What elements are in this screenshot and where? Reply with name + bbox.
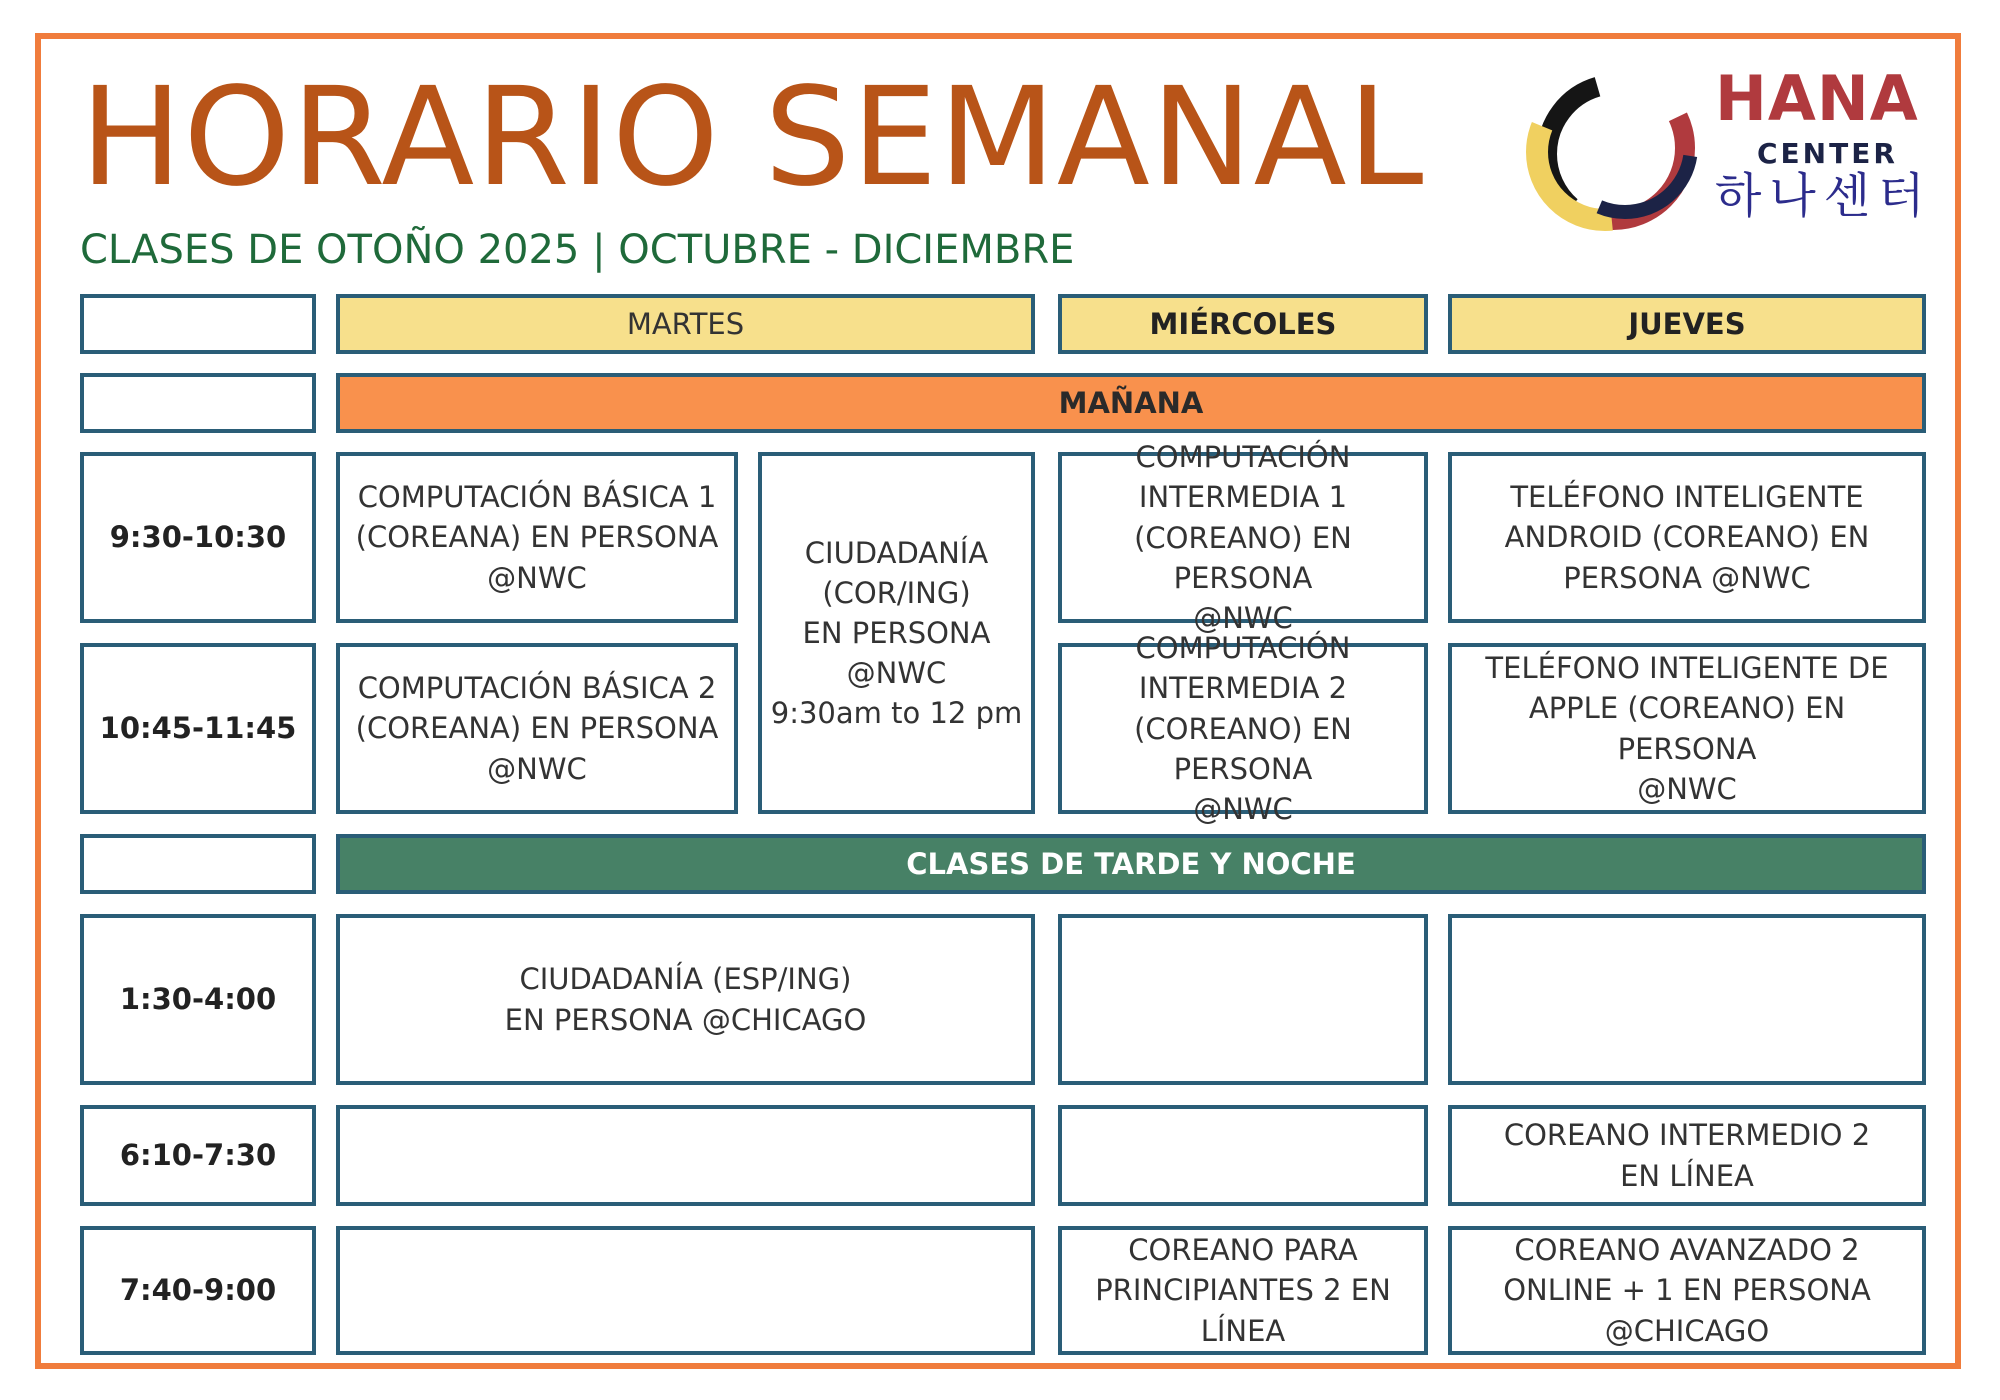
empty-class-cell — [1448, 914, 1926, 1085]
class-cell: COMPUTACIÓN INTERMEDIA 1 (COREANO) EN PERSONA @NWC — [1058, 452, 1428, 623]
day-header-tuesday: MARTES — [336, 294, 1035, 354]
time-slot: 7:40-9:00 — [80, 1226, 316, 1355]
class-cell: COREANO AVANZADO 2 ONLINE + 1 EN PERSONA @CHICAGO — [1448, 1226, 1926, 1355]
empty-class-cell — [336, 1226, 1035, 1355]
ring-logo-icon — [1525, 60, 1705, 240]
empty-class-cell — [336, 1105, 1035, 1206]
blank-band-cell — [80, 834, 316, 894]
class-cell: COREANO INTERMEDIO 2 EN LÍNEA — [1448, 1105, 1926, 1206]
page-title: HORARIO SEMANAL — [80, 59, 1425, 217]
evening-band: CLASES DE TARDE Y NOCHE — [336, 834, 1926, 894]
morning-band: MAÑANA — [336, 373, 1926, 433]
class-cell: COREANO PARA PRINCIPIANTES 2 EN LÍNEA — [1058, 1226, 1428, 1355]
hana-center-logo — [1525, 60, 1945, 240]
class-cell: COMPUTACIÓN INTERMEDIA 2 (COREANO) EN PERSONA @NWC — [1058, 643, 1428, 814]
empty-class-cell — [1058, 914, 1428, 1085]
class-cell: COMPUTACIÓN BÁSICA 1 (COREANA) EN PERSONA @NWC — [336, 452, 738, 623]
time-slot: 6:10-7:30 — [80, 1105, 316, 1206]
page-subtitle: CLASES DE OTOÑO 2025 | OCTUBRE - DICIEMBRE — [80, 227, 1075, 273]
class-cell: COMPUTACIÓN BÁSICA 2 (COREANA) EN PERSONA @NWC — [336, 643, 738, 814]
blank-corner-cell — [80, 294, 316, 354]
class-cell: TELÉFONO INTELIGENTE DE APPLE (COREANO) EN PERSONA @NWC — [1448, 643, 1926, 814]
logo-center-text: CENTER — [1757, 137, 1898, 170]
class-cell: CIUDADANÍA (ESP/ING) EN PERSONA @CHICAGO — [336, 914, 1035, 1085]
logo-korean-text: 하나센터 — [1715, 168, 1933, 224]
class-cell: TELÉFONO INTELIGENTE ANDROID (COREANO) EN PERSONA @NWC — [1448, 452, 1926, 623]
time-slot: 9:30-10:30 — [80, 452, 316, 623]
day-header-thursday: JUEVES — [1448, 294, 1926, 354]
class-cell: CIUDADANÍA (COR/ING) EN PERSONA @NWC 9:30am to 12 pm — [758, 452, 1035, 814]
empty-class-cell — [1058, 1105, 1428, 1206]
time-slot: 10:45-11:45 — [80, 643, 316, 814]
logo-hana-text: HANA — [1715, 62, 1919, 135]
time-slot: 1:30-4:00 — [80, 914, 316, 1085]
blank-band-cell — [80, 373, 316, 433]
day-header-wednesday: MIÉRCOLES — [1058, 294, 1428, 354]
